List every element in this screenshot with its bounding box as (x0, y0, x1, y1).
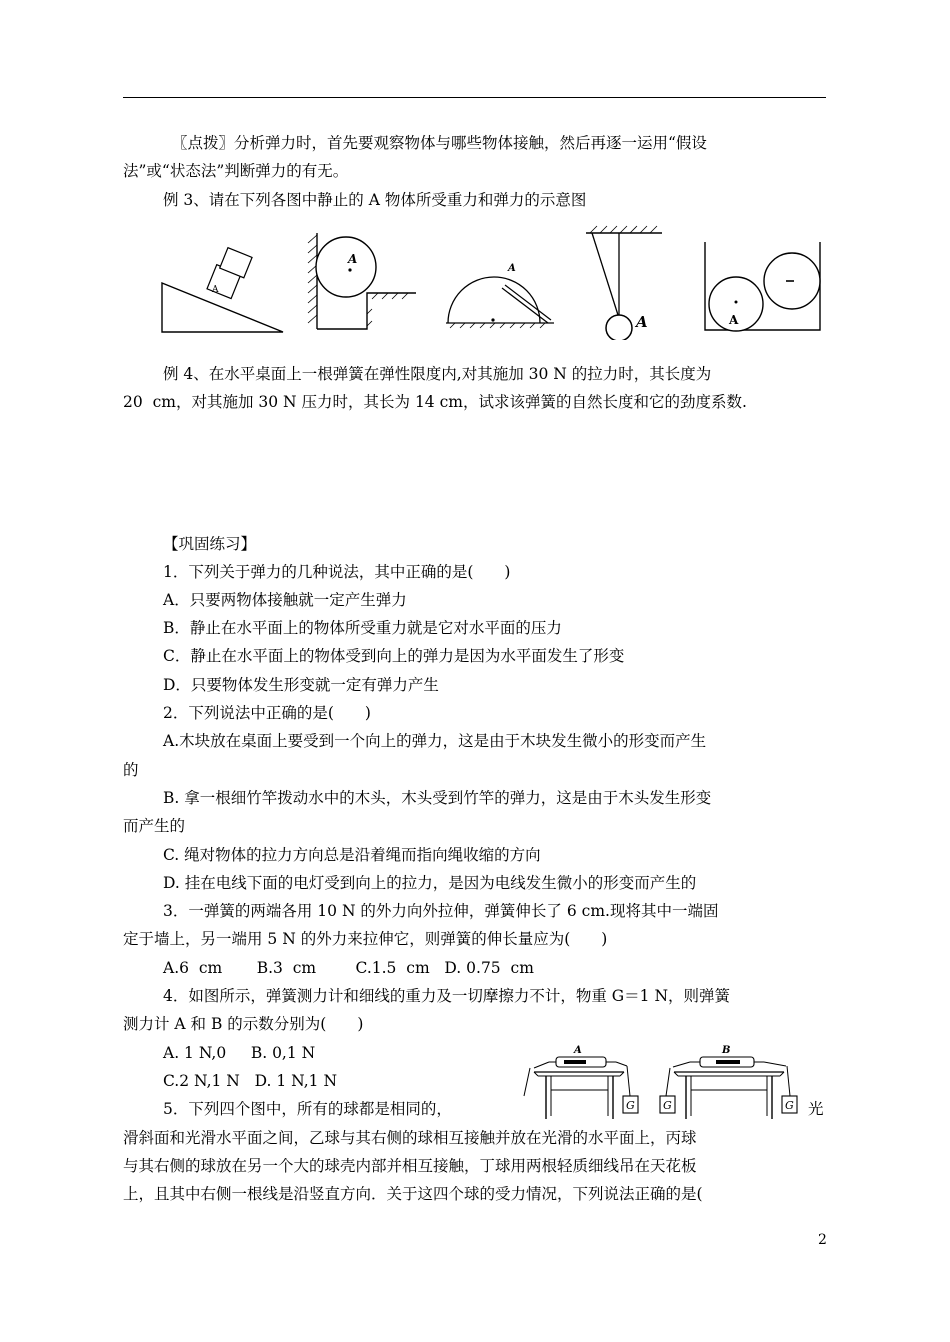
question-4-options-cd: C.2 N,1 N D. 1 N,1 N (163, 1072, 338, 1090)
example-3-figures (150, 225, 670, 340)
question-2-option-b-cont: 而产生的 (123, 817, 186, 835)
weight-g-label-2: G (663, 1099, 672, 1112)
question-5-line-4: 上，且其中右侧一根线是沿竖直方向．关于这四个球的受力情况，下列说法正确的是( (123, 1185, 703, 1203)
semicircle-figure (446, 263, 554, 328)
hint-line-2: 法”或“状态法”判断弹力的有无。 (123, 162, 349, 180)
question-3: 3．一弹簧的两端各用 10 N 的外力向外拉伸，弹簧伸长了 6 cm.现将其中一端固 (163, 902, 719, 920)
section-heading: 【巩固练习】 (163, 535, 257, 553)
question-4: 4．如图所示，弹簧测力计和细线的重力及一切摩擦力不计，物重 G＝1 N，则弹簧 (163, 987, 731, 1005)
question-4-options-ab: A. 1 N,0 B. 0,1 N (163, 1044, 316, 1062)
scale-a-label: A (574, 1045, 582, 1056)
pendulum-label: A (636, 313, 648, 331)
question-2: 2．下列说法中正确的是( ) (163, 704, 371, 722)
hint-line-1: 〖点拨〗分析弹力时，首先要观察物体与哪些物体接触，然后再逐一运用“假设 (172, 134, 707, 152)
rod-label: A (508, 263, 516, 274)
question-5-line-3: 与其右侧的球放在另一个大的球壳内部并相互接触，丁球用两根轻质细线吊在天花板 (123, 1157, 697, 1175)
page-number: 2 (818, 1232, 827, 1248)
example-4-line-2: 20 cm，对其施加 30 N 压力时，其长为 14 cm，试求该弹簧的自然长度和它的劲度系数. (123, 393, 747, 411)
pendulum-figure (586, 226, 662, 340)
question-1-option-b: B．静止在水平面上的物体所受重力就是它对水平面的压力 (163, 619, 562, 637)
question-4-cont: 测力计 A 和 B 的示数分别为( ) (123, 1015, 364, 1033)
question-1: 1．下列关于弹力的几种说法，其中正确的是( ) (163, 563, 511, 581)
wall-ball-figure (308, 233, 416, 329)
weight-g-label-1: G (626, 1099, 635, 1112)
spring-scale-figure (520, 1040, 805, 1122)
question-5-line-2: 滑斜面和光滑水平面之间，乙球与其右侧的球相互接触并放在光滑的水平面上，丙球 (123, 1129, 697, 1147)
question-2-option-a: A.木块放在桌面上要受到一个向上的弹力，这是由于木块发生微小的形变而产生 (163, 732, 707, 750)
incline-figure (162, 246, 283, 332)
block-label: A (212, 285, 219, 295)
question-1-option-c: C．静止在水平面上的物体受到向上的弹力是因为水平面发生了形变 (163, 647, 625, 665)
question-3-options: A.6 cm B.3 cm C.1.5 cm D. 0.75 cm (163, 959, 534, 977)
question-5-tail: 光 (808, 1100, 824, 1118)
question-2-option-b: B. 拿一根细竹竿拨动水中的木头，木头受到竹竿的弹力，这是由于木头发生形变 (163, 789, 712, 807)
example-3-prompt: 例 3、请在下列各图中静止的 A 物体所受重力和弹力的示意图 (163, 191, 587, 209)
question-5: 5．下列四个图中，所有的球都是相同的， (163, 1100, 452, 1118)
question-2-option-a-cont: 的 (123, 761, 139, 779)
example-4-line-1: 例 4、在水平桌面上一根弹簧在弹性限度内,对其施加 30 N 的拉力时，其长度为 (163, 365, 712, 383)
question-1-option-a: A．只要两物体接触就一定产生弹力 (163, 591, 407, 609)
header-rule (123, 97, 826, 98)
question-2-option-d: D. 挂在电线下面的电灯受到向上的拉力，是因为电线发生微小的形变而产生的 (163, 874, 697, 892)
question-3-cont: 定于墙上，另一端用 5 N 的外力来拉伸它，则弹簧的伸长量应为( ) (123, 930, 608, 948)
ball-label: A (348, 252, 358, 266)
container-figure (696, 240, 831, 335)
question-2-option-c: C. 绳对物体的拉力方向总是沿着绳而指向绳收缩的方向 (163, 846, 541, 864)
container-ball-label: A (729, 313, 739, 327)
question-1-option-d: D．只要物体发生形变就一定有弹力产生 (163, 676, 439, 694)
scale-b-label: B (722, 1045, 731, 1056)
weight-g-label-3: G (785, 1099, 794, 1112)
